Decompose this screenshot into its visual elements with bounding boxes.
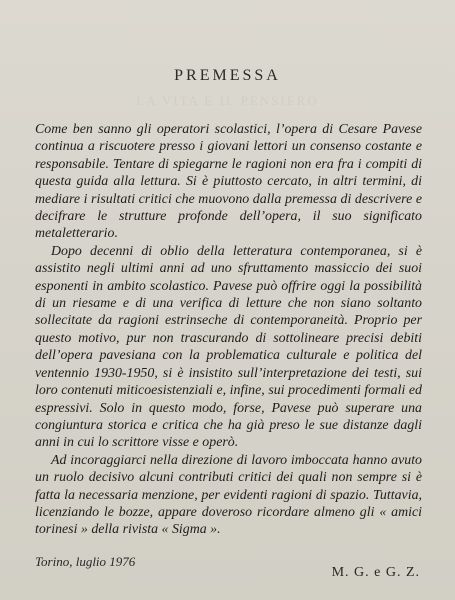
paragraph-1: Come ben sanno gli operatori scolastici, l’opera di Cesare Pavese continua a riscuotere presso i giovani lettori un consenso costante e responsabile. Tentare di spiegarne le ragioni non era fra i compiti di questa guida alla lettura. Si è piuttosto cercato, in altri termini, di mediare i risultati critici che muovono dalla premessa di descrivere e decifrare le strutture profonde dell’opera, il suo significato metaletterario.	[35, 122, 422, 242]
show-through-text: LA VITA E IL PENSIERO	[136, 93, 319, 108]
place-date: Torino, luglio 1976	[35, 554, 136, 569]
paragraph-3: Ad incoraggiarci nella direzione di lavoro imboccata hanno avuto un ruolo decisivo alcuni contributi critici dei quali non sempre si è fatta la necessaria menzione, per evidenti ragioni di spazio. Tuttavia, licenziando le bozze, appare doveroso ricordare almeno gli « amici torinesi » della rivista « Sigma ».	[35, 452, 422, 538]
signature: M. G. e G. Z.	[331, 565, 420, 580]
paragraph-2: Dopo decenni di oblio della letteratura contemporanea, si è assistito negli ultimi anni ad uno sfruttamento massiccio dei suoi esponenti in ambito scolastico. Pavese può offrire oggi la possibilità di un riesame e di una verifica di letture che non siano soltanto sollecitate da ragioni estrinseche di contemporaneità. Proprio per questo motivo, pur non trascurando di sottolineare precisi debiti dell’opera pavesiana con la problematica culturale e politica del ventennio 1930-1950, si è insistito sull’interpretazione dei testi, sui loro contenuti miticoesistenziali e, infine, sui procedimenti formali ed espressivi. Solo in questo modo, forse, Pavese può superare una congiuntura storica e critica che ha già preso le sue distanze dagli anni in cui lo scrittore visse e operò.	[35, 243, 422, 451]
body-text	[35, 121, 422, 539]
page-title: PREMESSA	[174, 67, 281, 84]
